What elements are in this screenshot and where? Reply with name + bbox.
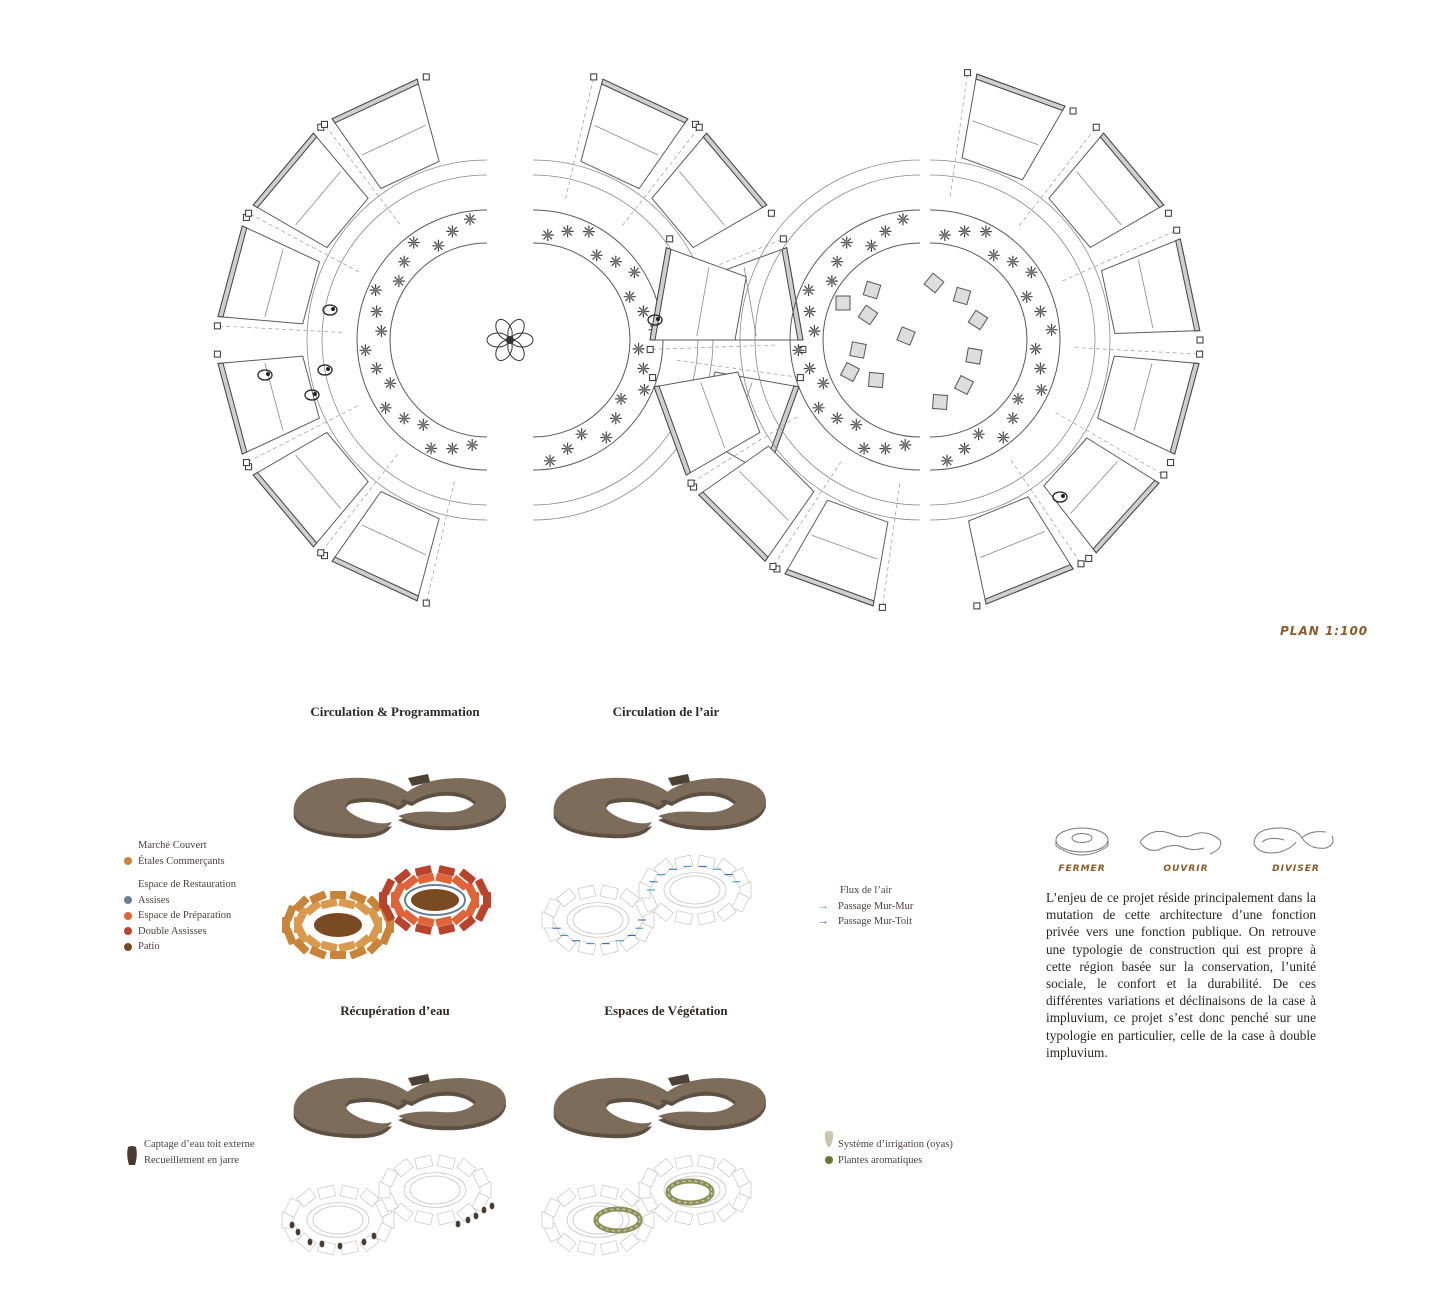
plan-right-west-half-plant-7-center [808,366,812,370]
axo2-ring-left-stall-11 [600,885,618,899]
plan-left-west-half-stall-0-post-0 [423,600,429,606]
plan-right-west-half-plant-16-center [883,229,887,233]
plan-right-east-half-plant-6-center [1025,295,1029,299]
plan-left-west-half-plant-12-center [397,279,401,283]
plan-right-east-half-stall-3-roof-edge [1075,348,1202,355]
axo3-jar-2 [308,1239,313,1246]
plan-left-east-half-plant-16-center [565,447,569,451]
table-9 [968,310,987,329]
plan-left-west-half-plant-13-center [402,260,406,264]
plan-right-east-half-plant-16-center [962,447,966,451]
axo1 [294,774,506,838]
axo3-jar-1 [296,1229,301,1236]
plan-right-east-half-stall-3-post-1 [1168,460,1174,466]
plan-right-west-half-plant-5-center [816,406,820,410]
axo2 [554,774,766,838]
plan-left-east-half-plant-1-center [565,229,569,233]
plan-left-west-half-stall-4-post-0 [246,210,252,216]
plan-left-west-half-plant-11-center [374,288,378,292]
table-2 [858,305,877,324]
vendor-figure-head-3 [313,392,317,396]
plan-left-west-half [214,74,487,606]
axo-espaces-vegetation [540,1060,790,1260]
plan-right-west-half-stall-1-post-0 [770,563,776,569]
plan-right-east-half-plant-11-center [1039,388,1043,392]
axo2-ring-left-court [573,906,623,934]
axo3-jar-8 [466,1217,471,1224]
plan-left-east-half-plant-6-center [628,295,632,299]
axo3-ring-left-bench [307,1203,369,1238]
plan-right-east-half-plant-1-center [962,229,966,233]
table-11 [955,376,974,395]
plan-right-east-half-stall-3-post-0 [1197,351,1203,357]
axo2-ring-right-stall-11 [697,855,715,869]
plan-left-east-half-plant-9-center [637,347,641,351]
legend-item-flux [818,883,913,899]
legend-vegetation [818,1137,953,1168]
arrow-icon: → [818,915,829,927]
axo3-ring-left-court [313,1206,363,1234]
plan-left-west-half-plant-9-center [379,329,383,333]
plan-right-east-half-plant-10-center [1038,366,1042,370]
legend-label: Espace de Restauration [138,879,236,890]
plan-left-west-half-plant-17-center [468,217,472,221]
legend-item-jarre [124,1153,255,1169]
op-label-diviser: DIVISER [1272,864,1320,874]
axo2-ring-left-stall-3 [600,941,618,955]
legend-item-restauration [124,877,236,893]
legend-item-mur-mur [818,899,913,915]
axo1-etales-left-outer-12 [330,891,346,899]
plan-right-east-half-stall-5-post-1 [974,603,980,609]
plan-left-east-half-stall-3-post-0 [797,375,803,381]
legend-dot [124,857,132,865]
plan-right-west-half-plant-8-center [796,348,800,352]
legend-label: Recueillement en jarre [144,1154,240,1166]
plan-right-east-half-plant-13-center [1011,416,1015,420]
plan-left-west-half-plant-7-center [375,366,379,370]
plan-left-west-half-stall-2-post-0 [243,460,249,466]
plan-left-west-half-bench-ring [357,210,487,470]
plan-right-west-half-plant-9-center [812,329,816,333]
plan-right-west-half-plant-14-center [845,240,849,244]
vendor-figure-head-4 [656,317,660,321]
plan-left-west-half-plant-6-center [388,381,392,385]
plan-right-west-half-plant-3-center [854,423,858,427]
plan-right-west-half-stall-3-roof-edge [648,345,775,349]
legend-label: Captage d’eau toit externe [144,1139,255,1150]
legend-label: Passage Mur-Mur [838,900,914,912]
axo2-ring-left-stall-10 [578,885,596,899]
vendor-figure-head-1 [266,372,270,376]
legend-item-preparation [124,908,236,924]
legend-label: Espace de Préparation [138,910,232,921]
axo3-jar-7 [456,1221,461,1228]
plan-left-east-half-plant-12-center [619,397,623,401]
axo4-ring-right-stall-3 [697,1211,715,1225]
fermer-sketch [1056,828,1108,855]
plan-left-east-half-plant-2-center [587,229,591,233]
ouvrir-sketch [1140,831,1221,854]
axo3-jar-10 [482,1207,487,1214]
project-description: L’enjeu de ce projet réside principalement dans la mutation de cette architecture d’une fonction privée vers une fonction publique. On retrouve une typologie de construction qui est propre à cette région basée sur la conservation, l’unité sociale, le confort et la durabilité. De ces différentes variations et déclinaisons de la case à impluvium, ce projet s’est donc penché sur une typologie en particulier, celle de la case à double impluvium. [1046,890,1316,1060]
plan-right-east-half-bench-ring [930,210,1060,470]
plan-right-east-half-plant-14-center [1001,435,1005,439]
plan-right-east-half-plant-12-center [1016,397,1020,401]
plan-left-west-half-plant-14-center [412,240,416,244]
axo4-ring-left-stall-10 [578,1185,596,1199]
axo3-jar-4 [338,1243,343,1250]
axo4-ring-right-stall-10 [675,1155,693,1169]
plan-right-east-half-plant-7-center [1038,309,1042,313]
axo-circulation-air [540,760,790,960]
plan-right-east-half-plant-17-center [945,459,949,463]
plan-left-west-half-plant-10-center [375,309,379,313]
courtyard-tables [836,273,988,409]
plan-right-east-half [930,70,1203,609]
plan-left-west-half-plant-8-center [363,348,367,352]
legend-label: Système d’irrigation (oyas) [838,1139,953,1150]
table-3 [850,342,866,358]
diagram-title-water: Récupération d’eau [340,1003,450,1018]
axo3-ring-right-bench [404,1173,466,1208]
vendor-figure-head-2 [326,367,330,371]
axo4-ring-right [639,1155,751,1225]
vendor-figure-head-0 [331,307,335,311]
axo2-ring-right [639,855,751,925]
plan-left-west-half-plant-5-center [383,406,387,410]
plan-right-west-half-plant-1-center [883,447,887,451]
plan-left-east-half-plant-14-center [604,435,608,439]
plan-right-west-half-plant-17-center [901,217,905,221]
axo1-etales-left-outer-4 [330,951,346,959]
plan-right-east-half-plant-3-center [992,253,996,257]
axo3-jar-0 [290,1222,295,1229]
axo3-jar-11 [490,1203,495,1210]
oyas-and-plant-icons [822,1130,836,1170]
plan-right-west-half-stall-3-post-0 [647,346,653,352]
legend-water [124,1137,255,1168]
vendor-figure-head-5 [1061,494,1065,498]
plan-left-west-half-inner-ring [390,243,487,437]
plan-left-east-half-stall-1-post-1 [768,210,774,216]
plan-left-east-half-plant-5-center [632,270,636,274]
table-5 [868,372,883,387]
legend-item-captage [124,1137,255,1153]
legend-label: Assises [138,894,170,906]
plan-right-east-half-stall-5-post-0 [1078,561,1084,567]
axo2-ring-left-stall-4 [578,941,596,955]
axo4-ring-right-stall-4 [675,1211,693,1225]
legend-label: Marché Couvert [138,840,207,851]
plan-left-east-half-stall-1-post-0 [696,124,702,130]
op-label-fermer: FERMER [1058,864,1106,874]
axo2-ring-right-stall-10 [675,855,693,869]
plan-left-west-half-stall-5-post-0 [322,121,328,127]
axo4-ring-left-stall-3 [600,1241,618,1255]
plan-right-east-half-stall-1-post-0 [1093,124,1099,130]
plan-left-west-half-plant-0-center [470,443,474,447]
plan-left-east-half-plant-0-center [546,233,550,237]
plan-left-east-half-plant-17-center [548,459,552,463]
axo2-ring-right-court [670,876,720,904]
axo4 [554,1074,766,1138]
plan-right-east-half-plant-8-center [1049,328,1053,332]
plan-left-east-half-plant-3-center [595,253,599,257]
legend-programmation [124,838,236,955]
plan-right-east-half-stall-2-post-1 [1197,337,1203,343]
plan-left-east-half-stall-2-post-0 [780,236,786,242]
plan-right-west-half-plant-4-center [835,416,839,420]
legend-label: Patio [138,941,160,952]
table-6 [897,327,915,345]
legend-item-plantes [818,1153,953,1169]
plan-left-east-half-plant-13-center [614,416,618,420]
plan-right-east-half-stall-2-post-0 [1174,227,1180,233]
plan-left-west-half-plant-2-center [429,446,433,450]
axo-circulation-programmation [280,760,530,960]
axo2-ring-right-bench [664,873,726,908]
plan-left-east-half-plant-4-center [614,260,618,264]
axo3-ring-right-stall-10 [415,1155,433,1169]
legend-label: Plantes aromatiques [838,1154,923,1166]
legend-label: Étales Commerçants [138,855,225,867]
plan-left-east-half-bench-ring [533,210,663,470]
table-12 [933,395,948,410]
diviser-sketch [1254,828,1333,853]
axo3 [294,1074,506,1138]
plan-right-east-half-stall-4-post-1 [1086,555,1092,561]
axo3-ring-right-stall-4 [415,1211,433,1225]
plan-right-west-half-stall-2-post-1 [650,375,656,381]
diagram-title-circulation: Circulation & Programmation [310,704,480,719]
axo3-ring-right-stall-11 [437,1155,455,1169]
plan-left-west-half-plant-4-center [402,416,406,420]
legend-item-mur-toit [818,914,913,930]
plan-left-west-half-stall-3-post-0 [214,323,220,329]
axo2-ring-left-bench [567,903,629,938]
plan-right-west-half-stall-1 [699,446,814,561]
legend-item-assises [124,893,236,909]
plan-left-west-half-stall-1-post-0 [318,550,324,556]
axo3-jar-5 [362,1239,367,1246]
legend-item-oyas [818,1137,953,1153]
plan-right-west-half-stall-2-post-0 [688,480,694,486]
plan-right-east-half-plant-5-center [1029,270,1033,274]
legend-item-etales [124,854,236,870]
jar-icon [124,1145,140,1167]
legend-dot [124,927,132,935]
axo3-ring-left-stall-11 [340,1185,358,1199]
plan-right-west-half-plant-12-center [830,279,834,283]
plan-right-west-half-plant-2-center [862,446,866,450]
diagram-title-vegetation: Espaces de Végétation [604,1003,728,1018]
axo2-ring-left [542,885,654,955]
plan-left-east-half-inner-ring [533,243,630,437]
axo3-jar-6 [372,1233,377,1240]
axo1-patio-left [314,913,362,937]
plan-right-east-half-stall-0-post-0 [965,70,971,76]
plan-right-west-half-plant-13-center [835,260,839,264]
axo3-ring-left-stall-3 [340,1241,358,1255]
plan-left-west-half-plant-1-center [450,447,454,451]
plan-left-west-half-stall-5-post-1 [423,74,429,80]
axo3-ring-left-stall-10 [318,1185,336,1199]
legend-dot [124,896,132,904]
plan-right-west-half-stall-0-post-0 [879,604,885,610]
plan-left-west-half-plant-3-center [421,423,425,427]
legend-item-marche [124,838,236,854]
plan-right-west-half-plant-6-center [821,381,825,385]
plan-left-east-half-plant-7-center [641,309,645,313]
axo1-patio-right [411,889,459,911]
axo2-ring-right-stall-4 [675,911,693,925]
plan-right-west-half-plant-10-center [808,309,812,313]
plan-right-east-half-plant-15-center [977,432,981,436]
plan-right-west-half-stall-3-post-1 [667,236,673,242]
axo-recuperation-eau [280,1060,530,1260]
op-label-ouvrir: OUVRIR [1163,864,1209,874]
plan-right-west-half-plant-0-center [903,443,907,447]
axo3-ring-right-court [410,1176,460,1204]
legend-label: Passage Mur-Toit [838,916,913,927]
table-0 [836,296,850,310]
legend-dot [124,912,132,920]
plan-left-west-half-stall-3-roof-edge [215,326,342,333]
plan-right-east-half-plant-2-center [984,229,988,233]
arrow-icon: → [818,899,829,912]
plan-right-east-half-plant-0-center [943,233,947,237]
legend-air [818,883,913,930]
plan-right-east-half-plant-9-center [1034,347,1038,351]
legend-dot [124,943,132,951]
legend-label: Double Assisses [138,925,207,937]
table-1 [863,281,880,298]
table-7 [924,273,944,293]
legend-label: Flux de l’air [840,885,892,896]
plan-left-east-half-stall-0-post-0 [591,74,597,80]
plan-left-west-half-stall-2-post-1 [214,351,220,357]
central-tree-icon [487,317,533,364]
plan-right-west-half-plant-15-center [869,244,873,248]
tree-trunk [506,336,514,344]
plan-left-west-half-plant-15-center [436,244,440,248]
plan-right-east-half-stall-1-post-1 [1165,210,1171,216]
axo4-ring-right-stall-11 [697,1155,715,1169]
axo3-jar-9 [474,1213,479,1220]
table-8 [953,287,970,304]
legend-item-double-assisses [124,924,236,940]
axo2-ring-right-stall-3 [697,911,715,925]
diagram-title-air: Circulation de l’air [612,704,720,719]
axo3-jar-3 [320,1241,325,1248]
axo3-ring-right-stall-3 [437,1211,455,1225]
table-4 [841,363,860,382]
plan-left-east-half-plant-11-center [642,388,646,392]
plan-right-west-half-plant-11-center [807,288,811,292]
plan-left-east-half-plant-10-center [641,366,645,370]
plan-scale-label: PLAN 1:100 [1280,624,1369,638]
axo4-ring-left-stall-11 [600,1185,618,1199]
plan-right-east-half-stall-0-post-1 [1070,108,1076,114]
plan-left-west-half-plant-16-center [450,229,454,233]
plan-left-east-half-plant-15-center [580,432,584,436]
operation-sketches [1040,820,1340,865]
plan-right-east-half-stall-4-post-0 [1161,472,1167,478]
axo4-ring-left-stall-4 [578,1241,596,1255]
plan-right-east-half-plant-4-center [1011,260,1015,264]
legend-item-patio [124,939,236,955]
table-10 [966,348,982,364]
